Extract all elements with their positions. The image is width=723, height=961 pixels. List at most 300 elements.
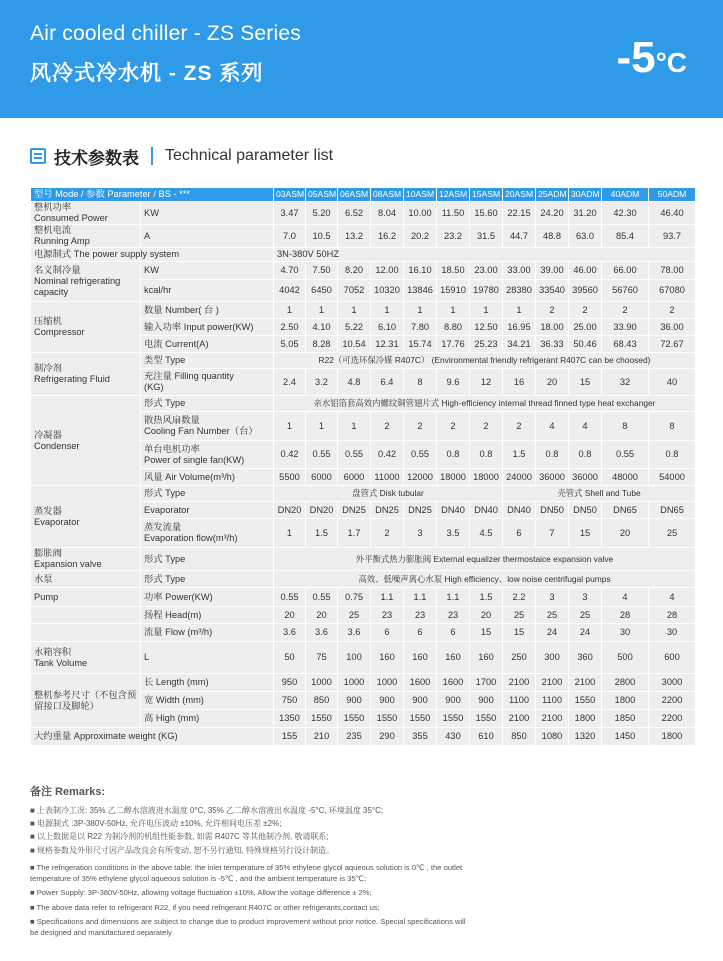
row-parameter: 流量 Flow (m³/h) (141, 624, 274, 642)
table-cell: 25 (536, 607, 569, 624)
remarks-english (30, 863, 470, 942)
table-cell: 1 (404, 302, 437, 319)
table-cell: 1700 (470, 674, 503, 692)
row-parameter: 风量 Air Volume(m³/h) (141, 469, 274, 486)
section-header (30, 145, 333, 167)
table-cell: DN25 (338, 502, 371, 519)
table-cell: 360 (569, 642, 602, 674)
table-cell: 33540 (536, 280, 569, 302)
table-cell: 7 (536, 519, 569, 548)
table-cell: 2200 (649, 692, 696, 710)
title-chinese: 风冷式冷水机 - ZS 系列 (30, 62, 264, 85)
table-cell: 3 (569, 588, 602, 607)
section-title-cn: 技术参数表 (54, 148, 139, 168)
table-cell: 8.80 (437, 319, 470, 336)
table-cell: 950 (274, 674, 306, 692)
table-cell: 160 (470, 642, 503, 674)
table-cell: 25 (338, 607, 371, 624)
table-cell: 6.52 (338, 202, 371, 225)
table-cell: 0.8 (569, 441, 602, 469)
table-cell: 20 (470, 607, 503, 624)
table-cell: 0.55 (338, 441, 371, 469)
row-category: 水箱容积 Tank Volume (31, 642, 141, 674)
table-cell: 2100 (536, 710, 569, 728)
table-cell: 50 (274, 642, 306, 674)
table-cell: 24.20 (536, 202, 569, 225)
table-cell: 40 (649, 369, 696, 396)
table-cell: 36.00 (649, 319, 696, 336)
table-cell: 6 (503, 519, 536, 548)
table-cell: 8.28 (306, 336, 338, 353)
table-cell: 300 (536, 642, 569, 674)
table-cell: 1800 (569, 710, 602, 728)
row-category: 制冷剂 Refrigerating Fluid (31, 353, 141, 396)
table-cell: 1 (306, 412, 338, 441)
table-cell: 1550 (306, 710, 338, 728)
table-cell: 10.54 (338, 336, 371, 353)
remark-en-item: ■ The above data refer to refrigerant R22, if you need refrigerant R407C or other refrigerants,contact us; (30, 902, 380, 912)
table-cell: 12.31 (371, 336, 404, 353)
table-cell: 1550 (338, 710, 371, 728)
table-cell: 9.6 (437, 369, 470, 396)
table-cell: 3.47 (274, 202, 306, 225)
row-parameter: Evaporator (141, 502, 274, 519)
table-cell: 0.55 (306, 588, 338, 607)
table-cell: 54000 (649, 469, 696, 486)
table-cell: 23.00 (470, 262, 503, 280)
model-header: 40ADM (602, 188, 649, 202)
table-cell: 18.50 (437, 262, 470, 280)
table-cell: 210 (306, 728, 338, 746)
table-cell: 25 (649, 519, 696, 548)
table-cell: 16 (503, 369, 536, 396)
table-cell: 11000 (371, 469, 404, 486)
table-cell: 4 (602, 588, 649, 607)
table-cell: 56760 (602, 280, 649, 302)
table-cell: 900 (338, 692, 371, 710)
row-parameter: 散热风扇数量 Cooling Fan Number（台） (141, 412, 274, 441)
table-cell: 46.00 (569, 262, 602, 280)
table-cell: 2 (371, 412, 404, 441)
table-cell: 2100 (503, 674, 536, 692)
row-category-blank (31, 607, 141, 624)
table-cell: 850 (306, 692, 338, 710)
table-cell: 18000 (437, 469, 470, 486)
table-cell: 850 (503, 728, 536, 746)
table-cell: 155 (274, 728, 306, 746)
table-cell: 2 (649, 302, 696, 319)
table-cell: 1550 (470, 710, 503, 728)
table-cell: 2.2 (503, 588, 536, 607)
document-icon (30, 148, 46, 164)
table-cell: 1.5 (503, 441, 536, 469)
table-cell: 6 (437, 624, 470, 642)
table-cell: 1800 (649, 728, 696, 746)
table-cell-merged: 3N-380V 50HZ (274, 248, 696, 262)
table-cell: 4042 (274, 280, 306, 302)
table-cell: 28 (602, 607, 649, 624)
table-cell: 6.4 (371, 369, 404, 396)
table-cell: 20 (274, 607, 306, 624)
table-cell: 15910 (437, 280, 470, 302)
table-cell: 1 (274, 412, 306, 441)
table-cell: 1 (437, 302, 470, 319)
row-label: 电源制式 The power supply system (31, 248, 274, 262)
table-cell: 0.8 (470, 441, 503, 469)
table-cell: 13846 (404, 280, 437, 302)
header-banner (0, 0, 723, 118)
remark-en-item: ■ Power Supply: 3P-380V-50Hz, allowing voltage fluctuation ±10%, Allow the voltage difference ± 2%; (30, 888, 372, 897)
table-cell: 1.1 (371, 588, 404, 607)
table-cell: 1000 (371, 674, 404, 692)
table-cell: 31.20 (569, 202, 602, 225)
table-cell: 1550 (404, 710, 437, 728)
table-cell: 1850 (602, 710, 649, 728)
table-cell: 900 (470, 692, 503, 710)
row-parameter: 宽 Width (mm) (141, 692, 274, 710)
table-cell: DN20 (306, 502, 338, 519)
table-cell: DN40 (503, 502, 536, 519)
table-row (31, 624, 696, 642)
table-row (31, 396, 696, 412)
row-parameter: A (141, 225, 274, 248)
table-cell: 63.0 (569, 225, 602, 248)
table-row (31, 588, 696, 607)
model-header: 25ADM (536, 188, 569, 202)
table-cell: 0.55 (404, 441, 437, 469)
table-cell: 19780 (470, 280, 503, 302)
table-cell: 0.55 (306, 441, 338, 469)
table-cell: 1800 (602, 692, 649, 710)
table-body (31, 202, 696, 746)
table-cell: 44.7 (503, 225, 536, 248)
table-cell: 11.50 (437, 202, 470, 225)
table-cell: 50.46 (569, 336, 602, 353)
table-cell-merged: 亲水铝箔套高效内螺纹铜管翅片式 High-efficiency internal thread finned type heat exchanger (274, 396, 696, 412)
table-cell: 12.50 (470, 319, 503, 336)
table-cell: 1550 (371, 710, 404, 728)
table-cell: 20 (602, 519, 649, 548)
table-cell: 31.5 (470, 225, 503, 248)
table-cell: 6450 (306, 280, 338, 302)
table-cell: 23 (371, 607, 404, 624)
table-cell: 5.22 (338, 319, 371, 336)
table-cell: 1.5 (306, 519, 338, 548)
table-cell: 1450 (602, 728, 649, 746)
table-row (31, 262, 696, 280)
table-cell: 1100 (536, 692, 569, 710)
table-cell: DN40 (437, 502, 470, 519)
table-cell: 17.76 (437, 336, 470, 353)
table-cell: 8 (602, 412, 649, 441)
row-category-blank (31, 624, 141, 642)
row-parameter: 输入功率 Input power(KW) (141, 319, 274, 336)
row-parameter: 蒸发流量 Evaporation flow(m³/h) (141, 519, 274, 548)
model-header: 08ASM (371, 188, 404, 202)
table-cell: 46.40 (649, 202, 696, 225)
row-parameter: 长 Length (mm) (141, 674, 274, 692)
table-cell: 25.23 (470, 336, 503, 353)
row-category: 冷凝器 Condenser (31, 396, 141, 486)
remark-en-item: ■ The refrigeration conditions in the above table: the inlet temperature of 35% ethylene glycol aqueous solution is 0℃ , the outlet temperature of 35% ethylene glycol aqueous solution is -5℃ , and the ambient temperature is 35℃; (30, 863, 463, 883)
table-cell: 2.4 (274, 369, 306, 396)
table-cell: 7.80 (404, 319, 437, 336)
table-cell: 1 (274, 519, 306, 548)
row-category: 膨胀阀 Expansion valve (31, 548, 141, 571)
table-cell: 0.8 (649, 441, 696, 469)
table-cell: 23.2 (437, 225, 470, 248)
table-cell: 18.00 (536, 319, 569, 336)
row-category: 水泵 (31, 571, 141, 588)
table-cell: 1080 (536, 728, 569, 746)
table-cell: 355 (404, 728, 437, 746)
remark-cn-item: ■ 上表制冷工况: 35% 乙二醇水溶液进水温度 0°C, 35% 乙二醇水溶液出水温度 -5°C, 环境温度 35°C; (30, 806, 384, 815)
table-cell: 10.00 (404, 202, 437, 225)
table-row (31, 607, 696, 624)
row-category: 整机功率 Consumed Power (31, 202, 141, 225)
temperature-unit: °C (655, 47, 687, 78)
table-cell: 24000 (503, 469, 536, 486)
table-cell: 4 (536, 412, 569, 441)
table-cell: 0.42 (371, 441, 404, 469)
table-cell: 1 (503, 302, 536, 319)
table-cell: 6.10 (371, 319, 404, 336)
row-parameter: 功率 Power(KW) (141, 588, 274, 607)
table-cell: 2 (503, 412, 536, 441)
table-cell: DN20 (274, 502, 306, 519)
model-header: 50ADM (649, 188, 696, 202)
table-cell: 4.8 (338, 369, 371, 396)
table-cell: 6000 (306, 469, 338, 486)
table-cell: DN65 (649, 502, 696, 519)
table-cell: 430 (437, 728, 470, 746)
row-parameter: KW (141, 262, 274, 280)
remark-cn-item: ■ 规格参数及外形尺寸因产品改良会有所变动, 恕不另行通知, 特殊规格另行设计制造。 (30, 845, 334, 855)
table-cell: 290 (371, 728, 404, 746)
table-cell: 0.55 (602, 441, 649, 469)
section-title-en: Technical parameter list (165, 147, 334, 164)
table-cell: 6000 (338, 469, 371, 486)
temperature-value: -5 (616, 33, 656, 82)
table-cell: 8.20 (338, 262, 371, 280)
table-cell: 48.8 (536, 225, 569, 248)
table-cell: 1.7 (338, 519, 371, 548)
row-parameter: 形式 Type (141, 396, 274, 412)
model-header: 20ASM (503, 188, 536, 202)
table-cell: 0.8 (536, 441, 569, 469)
table-cell: 2100 (503, 710, 536, 728)
table-cell: 2100 (569, 674, 602, 692)
model-header: 06ASM (338, 188, 371, 202)
table-cell: 85.4 (602, 225, 649, 248)
table-cell: 33.00 (503, 262, 536, 280)
table-cell: 3 (536, 588, 569, 607)
table-cell: 33.90 (602, 319, 649, 336)
table-cell: 900 (437, 692, 470, 710)
row-category: 名义制冷量 Nominal refrigerating capacity (31, 262, 141, 302)
table-cell: 20.2 (404, 225, 437, 248)
table-cell: 78.00 (649, 262, 696, 280)
table-cell: 160 (371, 642, 404, 674)
table-header-row (31, 188, 696, 202)
table-cell: 1000 (306, 674, 338, 692)
table-row (31, 248, 696, 262)
row-category: 整机参考尺寸（不包含预留接口及脚轮） (31, 674, 141, 728)
table-cell: 24 (536, 624, 569, 642)
table-cell: 600 (649, 642, 696, 674)
parameter-table (30, 187, 696, 746)
table-cell: 235 (338, 728, 371, 746)
table-cell: 36.33 (536, 336, 569, 353)
table-cell: 24 (569, 624, 602, 642)
model-header: 10ASM (404, 188, 437, 202)
table-cell: 3 (404, 519, 437, 548)
row-parameter: 数量 Number( 台 ) (141, 302, 274, 319)
table-cell: 1320 (569, 728, 602, 746)
table-cell: 20 (306, 607, 338, 624)
table-cell: 5500 (274, 469, 306, 486)
table-cell-merged: 外平衡式热力膨胀阀 External equalizer thermostaice expansion valve (274, 548, 696, 571)
table-cell: DN65 (602, 502, 649, 519)
table-cell: 500 (602, 642, 649, 674)
table-cell: 3.2 (306, 369, 338, 396)
table-cell: 2 (437, 412, 470, 441)
table-cell: 4.5 (470, 519, 503, 548)
table-cell: 1100 (503, 692, 536, 710)
table-cell: 160 (404, 642, 437, 674)
table-cell: 3.5 (437, 519, 470, 548)
row-parameter: 形式 Type (141, 486, 274, 502)
row-parameter: kcal/hr (141, 280, 274, 302)
table-cell: 2800 (602, 674, 649, 692)
table-cell: 10320 (371, 280, 404, 302)
table-cell: 15.60 (470, 202, 503, 225)
table-cell: 3.6 (338, 624, 371, 642)
table-cell-merged: R22（可选环保冷媒 R407C） (Environmental friendly refrigerant R407C can be choosed) (274, 353, 696, 369)
table-row (31, 728, 696, 746)
model-header: 05ASM (306, 188, 338, 202)
table-cell: 6 (404, 624, 437, 642)
table-cell: 32 (602, 369, 649, 396)
row-category: 整机电流 Running Amp (31, 225, 141, 248)
table-cell: 900 (404, 692, 437, 710)
table-cell: 1 (274, 302, 306, 319)
table-cell: 36000 (569, 469, 602, 486)
row-parameter: 单台电机功率 Power of single fan(KW) (141, 441, 274, 469)
table-cell: 2200 (649, 710, 696, 728)
row-parameter: 形式 Type (141, 571, 274, 588)
table-row (31, 202, 696, 225)
row-label: 大约重量 Approximate weight (KG) (31, 728, 274, 746)
table-cell: 1600 (404, 674, 437, 692)
remarks-chinese (30, 804, 383, 857)
table-cell: 18000 (470, 469, 503, 486)
table-cell: 23 (404, 607, 437, 624)
table-cell: 7052 (338, 280, 371, 302)
table-cell: 3000 (649, 674, 696, 692)
table-row (31, 548, 696, 571)
table-cell: 72.67 (649, 336, 696, 353)
table-cell: 1 (470, 302, 503, 319)
table-cell: 30 (602, 624, 649, 642)
header-label: 型号 Mode / 参数 Parameter / BS - *** (31, 188, 274, 202)
table-cell: 1.5 (470, 588, 503, 607)
table-cell: 8 (649, 412, 696, 441)
table-cell-merged: 壳管式 Shell and Tube (503, 486, 696, 502)
table-cell: 3.6 (274, 624, 306, 642)
table-cell: 1600 (437, 674, 470, 692)
table-cell: 4.70 (274, 262, 306, 280)
row-category: 蒸发器 Evaporator (31, 486, 141, 548)
table-cell: 100 (338, 642, 371, 674)
table-cell: 1.1 (437, 588, 470, 607)
table-cell: 30 (649, 624, 696, 642)
table-cell: 1 (371, 302, 404, 319)
table-cell: 750 (274, 692, 306, 710)
row-parameter: 扬程 Head(m) (141, 607, 274, 624)
table-cell: 8.04 (371, 202, 404, 225)
table-cell: 16.10 (404, 262, 437, 280)
row-parameter: L (141, 642, 274, 674)
table-cell-merged: 高效、低噪声离心水泵 High efficiency、low noise centrifugal pumps (274, 571, 696, 588)
table-cell: 25 (569, 607, 602, 624)
table-cell: 75 (306, 642, 338, 674)
model-header: 30ADM (569, 188, 602, 202)
table-cell: 1550 (437, 710, 470, 728)
row-parameter: 充注量 Filling quantity (KG) (141, 369, 274, 396)
table-cell-merged: 盘管式 Disk tubular (274, 486, 503, 502)
table-cell: 160 (437, 642, 470, 674)
table-cell: DN25 (371, 502, 404, 519)
table-cell: 900 (371, 692, 404, 710)
table-row (31, 642, 696, 674)
table-cell: 6 (371, 624, 404, 642)
table-cell: 7.0 (274, 225, 306, 248)
table-cell: 1.1 (404, 588, 437, 607)
table-cell: DN50 (536, 502, 569, 519)
table-cell: 15.74 (404, 336, 437, 353)
table-cell: 0.55 (274, 588, 306, 607)
remarks-title: 备注 Remarks: (30, 786, 106, 798)
table-row (31, 225, 696, 248)
table-cell: DN50 (569, 502, 602, 519)
table-cell: 1350 (274, 710, 306, 728)
table-row (31, 353, 696, 369)
model-header: 03ASM (274, 188, 306, 202)
table-cell: 25 (503, 607, 536, 624)
table-cell: 1 (338, 302, 371, 319)
row-category: 压缩机 Compressor (31, 302, 141, 353)
row-parameter: KW (141, 202, 274, 225)
table-cell: 4 (649, 588, 696, 607)
table-cell: 15 (569, 369, 602, 396)
table-cell: 36000 (536, 469, 569, 486)
remark-en-item: ■ Specifications and dimensions are subject to change due to product improvement without prior notice. Special specifications will be designed and manufactured separately (30, 917, 466, 937)
row-parameter: 形式 Type (141, 548, 274, 571)
table-cell: 15 (470, 624, 503, 642)
table-cell: 34.21 (503, 336, 536, 353)
model-header: 12ASM (437, 188, 470, 202)
table-cell: 66.00 (602, 262, 649, 280)
table-row (31, 486, 696, 502)
table-cell: 5.20 (306, 202, 338, 225)
title-english: Air cooled chiller - ZS Series (30, 22, 301, 45)
table-cell: 22.15 (503, 202, 536, 225)
row-category: Pump (31, 588, 141, 607)
row-parameter: 高 High (mm) (141, 710, 274, 728)
table-cell: 28380 (503, 280, 536, 302)
table-cell: 5.05 (274, 336, 306, 353)
